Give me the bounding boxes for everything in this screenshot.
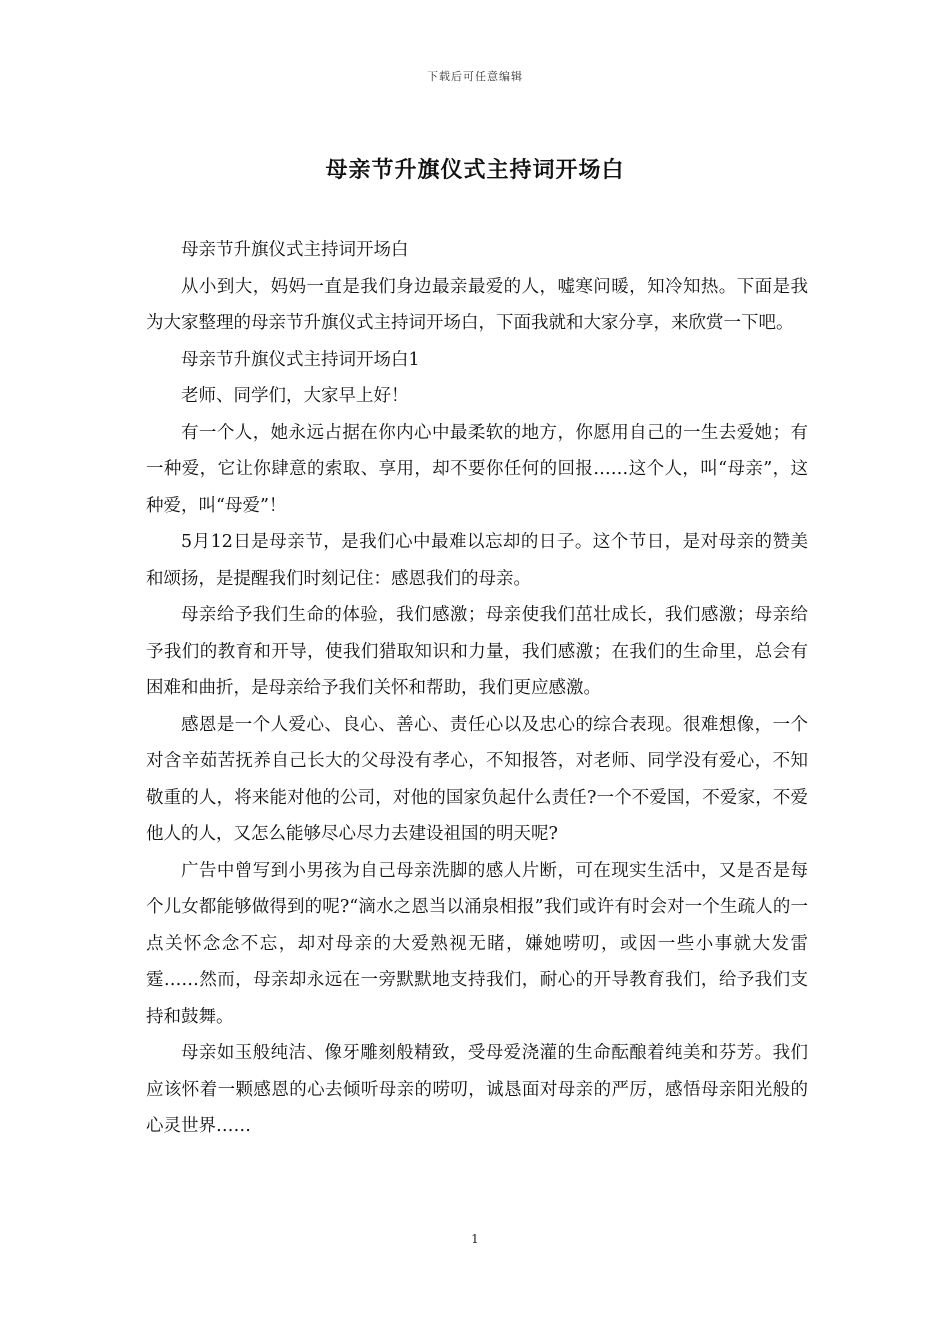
- paragraph-subtitle: 母亲节升旗仪式主持词开场白: [181, 240, 409, 260]
- paragraph: 5月12日是母亲节，是我们心中最难以忘却的日子。这个节日，是对母亲的赞美和颂扬，是提醒我们时刻记住：感恩我们的母亲。: [146, 532, 808, 589]
- page-number: 1: [471, 1232, 479, 1246]
- paragraph-section-heading: 母亲节升旗仪式主持词开场白1: [181, 349, 420, 370]
- page-title: 母亲节升旗仪式主持词开场白: [325, 157, 625, 183]
- paragraph: 有一个人，她永远占据在你内心中最柔软的地方，你愿用自己的一生去爱她；有一种爱，它让你肆意的索取、享用，却不要你任何的回报……这个人，叫“母亲”，这种爱，叫“母爱”！: [146, 422, 808, 516]
- paragraph: 广告中曾写到小男孩为自己母亲洗脚的感人片断，可在现实生活中，又是否是每个儿女都能够做得到的呢?“滴水之恩当以涌泉相报”我们或许有时会对一个生疏人的一点关怀念念不忘，却对母亲的大爱熟视无睹，嫌她唠叨，或因一些小事就大发雷霆……然而，母亲却永远在一旁默默地支持我们，耐心的开导教育我们，给予我们支持和鼓舞。: [146, 860, 808, 1027]
- paragraph: 母亲给予我们生命的体验，我们感激；母亲使我们茁壮成长，我们感激；母亲给予我们的教育和开导，使我们猎取知识和力量，我们感激；在我们的生命里，总会有困难和曲折，是母亲给予我们关怀和帮助，我们更应感激。: [146, 605, 808, 698]
- header-note: 下载后可任意编辑: [427, 70, 523, 83]
- paragraph-intro: 从小到大，妈妈一直是我们身边最亲最爱的人，嘘寒问暖，知冷知热。下面是我为大家整理的母亲节升旗仪式主持词开场白，下面我就和大家分享，来欣赏一下吧。: [146, 276, 808, 333]
- document-body: [146, 232, 808, 1145]
- paragraph-greeting: 老师、同学们，大家早上好！: [181, 386, 409, 406]
- paragraph: 感恩是一个人爱心、良心、善心、责任心以及忠心的综合表现。很难想像，一个对含辛茹苦抚养自己长大的父母没有孝心，不知报答，对老师、同学没有爱心，不知敬重的人，将来能对他的公司，对他的国家负起什么责任?一个不爱国，不爱家，不爱他人的人，又怎么能够尽心尽力去建设祖国的明天呢?: [146, 714, 808, 844]
- paragraph: 母亲如玉般纯洁、像牙雕刻般精致，受母爱浇灌的生命酝酿着纯美和芬芳。我们应该怀着一颗感恩的心去倾听母亲的唠叨，诚恳面对母亲的严厉，感悟母亲阳光般的心灵世界……: [146, 1043, 808, 1136]
